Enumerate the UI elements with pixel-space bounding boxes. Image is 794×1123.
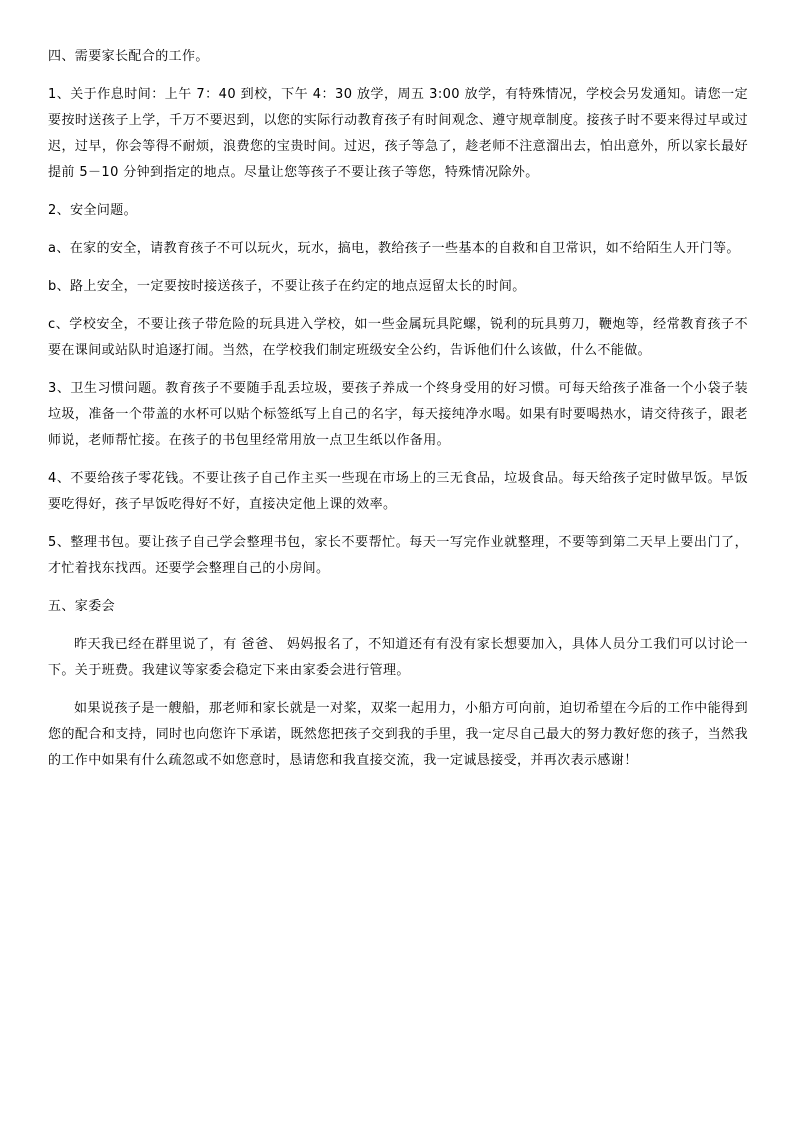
paragraph-pocket-money: 4、不要给孩子零花钱。不要让孩子自己作主买一些现在市场上的三无食品，垃圾食品。每天给孩子定时做早饭。早饭要吃得好，孩子早饭吃得好不好，直接决定他上课的效率。 — [48, 471, 748, 512]
paragraph-safety-home: a、在家的安全，请教育孩子不可以玩火，玩水，搞电，教给孩子一些基本的自救和自卫常识，如不给陌生人开门等。 — [48, 241, 740, 256]
paragraph-safety-road: b、路上安全，一定要按时接送孩子，不要让孩子在约定的地点逗留太长的时间。 — [48, 279, 526, 294]
paragraph-closing: 如果说孩子是一艘船，那老师和家长就是一对桨，双桨一起用力，小船方可向前，迫切希望在今后的工作中能得到您的配合和支持，同时也向您许下承诺，既然您把孩子交到我的手里，我一定尽自己最大的努力教好您的孩子，当然我的工作中如果有什么疏忽或不如您意时，恳请您和我直接交流，我一定诚恳接受，并再次表示感谢！ — [48, 701, 748, 768]
paragraph-safety-title: 2、安全问题。 — [48, 203, 138, 218]
paragraph-hygiene: 3、卫生习惯问题。教育孩子不要随手乱丢垃圾，要孩子养成一个终身受用的好习惯。可每天给孩子准备一个小袋子装垃圾，准备一个带盖的水杯可以贴个标签纸写上自己的名字，每天接纯净水喝。如果有时要喝热水，请交待孩子，跟老师说，老师帮忙接。在孩子的书包里经常用放一点卫生纸以作备用。 — [48, 381, 748, 448]
paragraph-schedule: 1、关于作息时间：上午 7：40 到校，下午 4：30 放学，周五 3:00 放学，有特殊情况，学校会另发通知。请您一定要按时送孩子上学，千万不要迟到，以您的实际行动教育孩子有时间观念、遵守规章制度。接孩子时不要来得过早或过迟，过早，你会等得不耐烦，浪费您的宝贵时间。过迟，孩子等急了，趁老师不注意溜出去，怕出意外，所以家长最好提前 5－10 分钟到指定的地点。尽量让您等孩子不要让孩子等您，特殊情况除外。 — [48, 87, 748, 180]
document-page — [48, 44, 748, 786]
paragraph-safety-school: c、学校安全，不要让孩子带危险的玩具进入学校，如一些金属玩具陀螺，锐利的玩具剪刀，鞭炮等，经常教育孩子不要在课间或站队时追逐打闹。当然，在学校我们制定班级安全公约，告诉他们什么该做，什么不能做。 — [48, 317, 748, 358]
section-heading-five: 五、家委会 — [48, 599, 116, 614]
paragraph-committee: 昨天我已经在群里说了，有 爸爸、 妈妈报名了，不知道还有有没有家长想要加入，具体人员分工我们可以讨论一下。关于班费。我建议等家委会稳定下来由家委会进行管理。 — [48, 637, 748, 678]
paragraph-schoolbag: 5、整理书包。要让孩子自己学会整理书包，家长不要帮忙。每天一写完作业就整理，不要等到第二天早上要出门了，才忙着找东找西。还要学会整理自己的小房间。 — [48, 535, 748, 576]
section-heading-four: 四、需要家长配合的工作。 — [48, 49, 209, 64]
